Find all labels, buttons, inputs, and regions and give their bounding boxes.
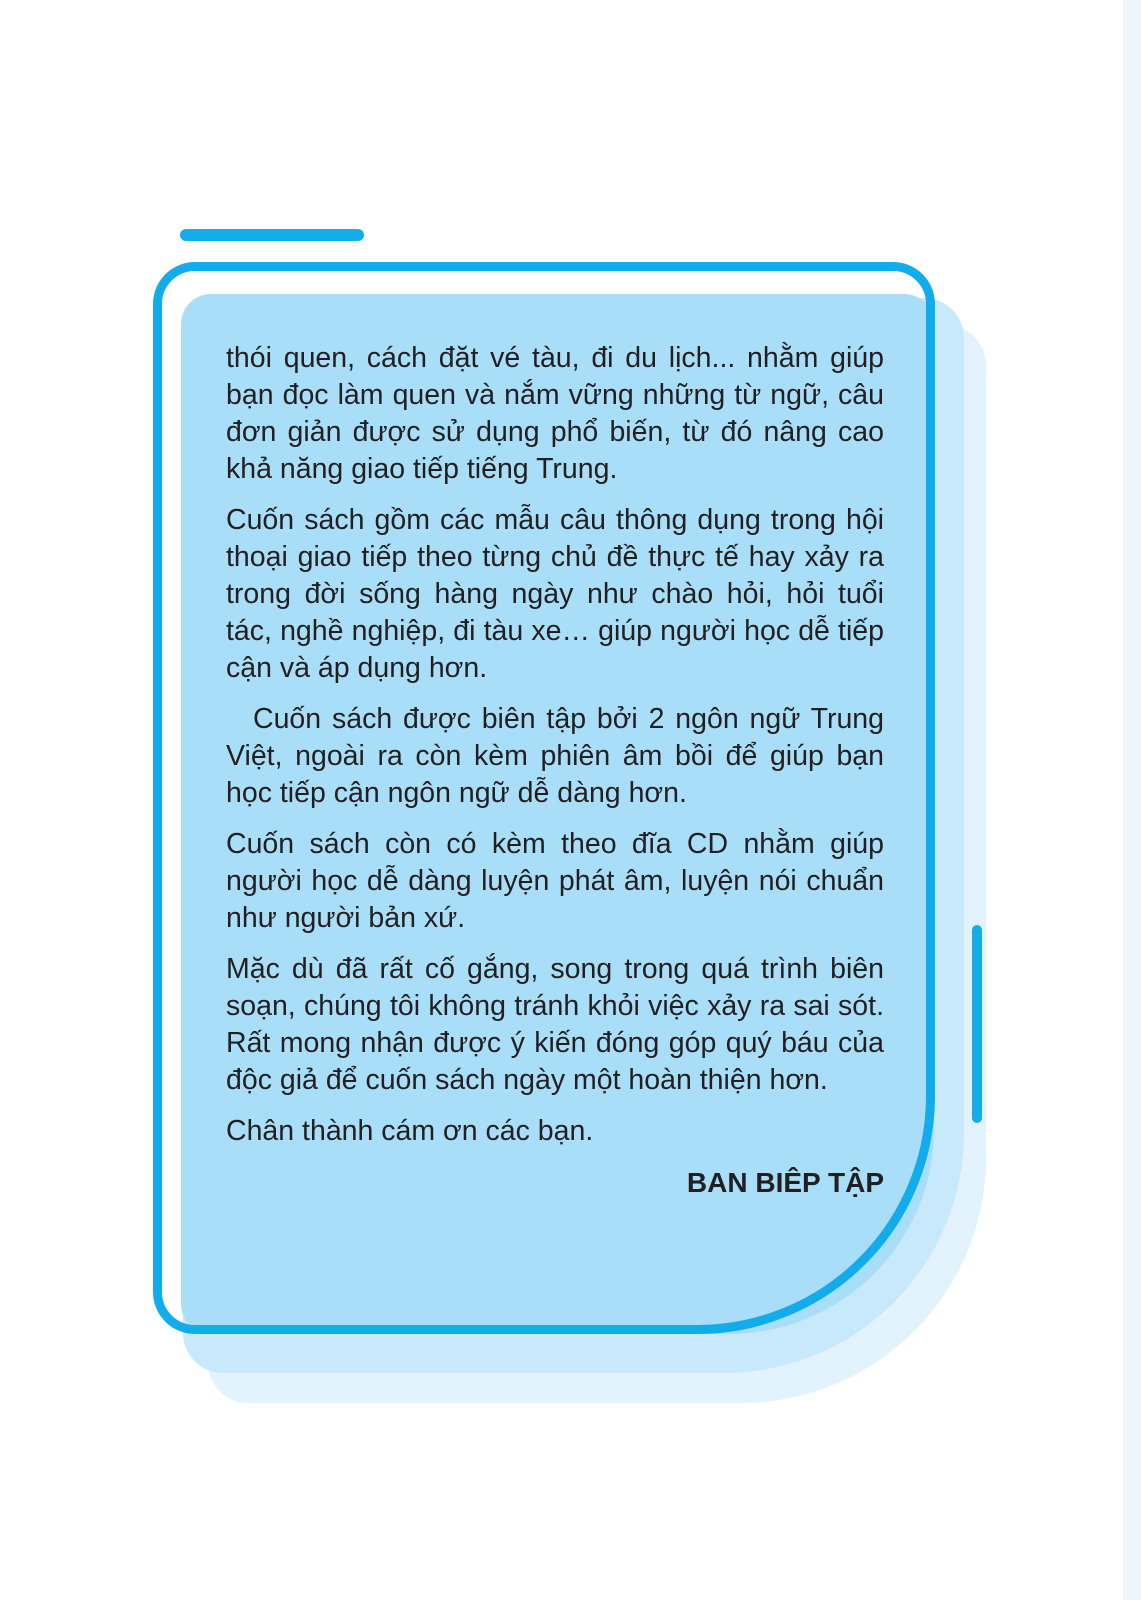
preface-paragraph-1: thói quen, cách đặt vé tàu, đi du lịch... nhằm giúp bạn đọc làm quen và nắm vững những từ ngữ, câu đơn giản được sử dụng phổ biến, từ đó nâng cao khả năng giao tiếp tiếng Trung. — [226, 342, 884, 485]
preface-text — [226, 340, 884, 1201]
page-edge — [1123, 0, 1141, 1600]
side-accent-bar — [972, 925, 982, 1123]
preface-paragraph-6: Chân thành cám ơn các bạn. — [226, 1115, 594, 1147]
preface-paragraph-2: Cuốn sách gồm các mẫu câu thông dụng trong hội thoại giao tiếp theo từng chủ đề thực tế hay xảy ra trong đời sống hàng ngày như chào hỏi, hỏi tuổi tác, nghề nghiệp, đi tàu xe… giúp người học dễ tiếp cận và áp dụng hơn. — [226, 504, 884, 684]
editorial-signature: BAN BIÊP TẬP — [686, 1167, 884, 1198]
top-accent-bar — [180, 229, 364, 241]
preface-paragraph-4: Cuốn sách còn có kèm theo đĩa CD nhằm giúp người học dễ dàng luyện phát âm, luyện nói chuẩn như người bản xứ. — [226, 828, 884, 934]
preface-paragraph-5: Mặc dù đã rất cố gắng, song trong quá trình biên soạn, chúng tôi không tránh khỏi việc xảy ra sai sót. Rất mong nhận được ý kiến đóng góp quý báu của độc giả để cuốn sách ngày một hoàn thiện hơn. — [226, 953, 884, 1096]
preface-paragraph-3: Cuốn sách được biên tập bởi 2 ngôn ngữ Trung Việt, ngoài ra còn kèm phiên âm bồi để giúp bạn học tiếp cận ngôn ngữ dễ dàng hơn. — [226, 703, 884, 809]
